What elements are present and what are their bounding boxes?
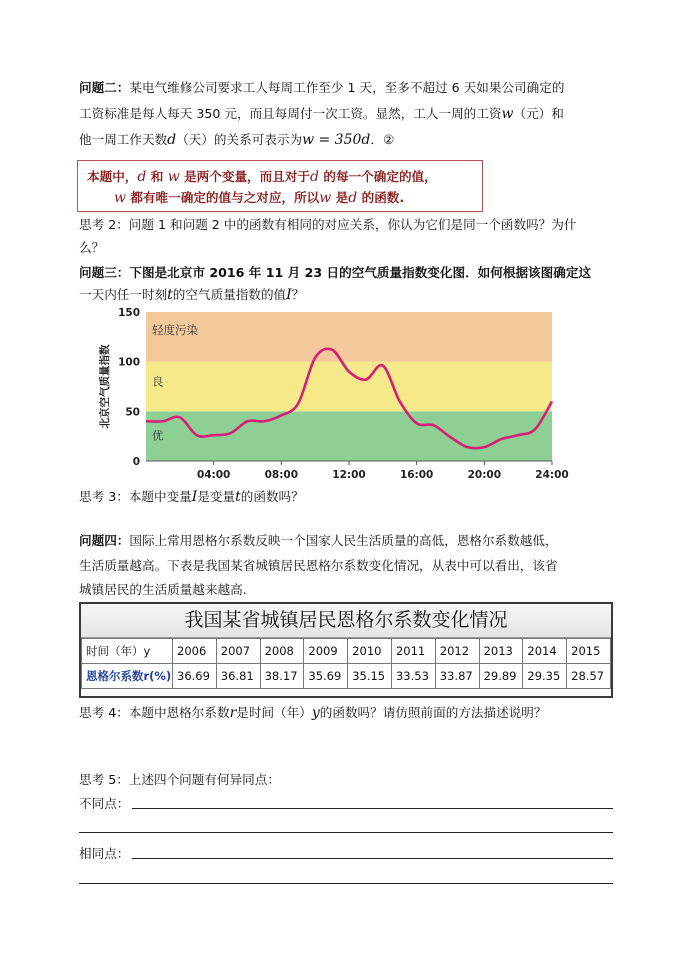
- engel-value-cell: 35.69: [304, 664, 348, 689]
- y-axis-label: 北京空气质量指数: [99, 344, 111, 429]
- engel-value-cell: 29.35: [523, 664, 567, 689]
- y-tick-label: 0: [132, 456, 140, 468]
- x-tick-label: 20:00: [467, 469, 502, 481]
- band-label: 优: [152, 428, 164, 443]
- engel-value-cell: 36.81: [216, 664, 260, 689]
- think3-line: 思考 3：本题中变量I是变量t的函数吗？: [79, 489, 304, 505]
- note-line1: 本题中，d 和 w 是两个变量，而且对于d 的每一个确定的值，: [87, 169, 437, 185]
- engel-data-table: [81, 638, 611, 689]
- year-cell: 2009: [304, 639, 348, 664]
- problem3-line1: 问题三：下图是北京市 2016 年 11 月 23 日的空气质量指数变化图．如何根据该图确定这: [79, 265, 592, 280]
- note-box: [77, 160, 483, 212]
- year-cell: 2013: [479, 639, 523, 664]
- diff-answer-line-2[interactable]: [79, 832, 613, 833]
- band-50-100: [146, 362, 552, 412]
- engel-value-cell: 38.17: [260, 664, 304, 689]
- engel-value-cell: 36.69: [173, 664, 217, 689]
- y-tick-label: 100: [118, 356, 140, 369]
- year-cell: 2012: [435, 639, 479, 664]
- think2-line2: 么？: [79, 240, 105, 255]
- y-tick-label: 50: [125, 406, 140, 419]
- band-label: 轻度污染: [152, 323, 198, 337]
- same-label: 相同点：: [79, 846, 130, 861]
- year-cell: 2008: [260, 639, 304, 664]
- diff-label: 不同点：: [79, 796, 130, 811]
- x-tick-label: 12:00: [332, 469, 366, 481]
- think4-line: 思考 4：本题中恩格尔系数r是时间（年）y的函数吗？请仿照前面的方法描述说明？: [79, 705, 547, 721]
- band-100-150: [146, 312, 552, 362]
- x-tick-label: 16:00: [399, 469, 434, 481]
- same-answer-line-1[interactable]: [132, 858, 613, 859]
- year-cell: 2015: [567, 639, 611, 664]
- table-row-years: [82, 639, 611, 664]
- problem2-line2: 工资标准是每人每天 350 元，而且每周付一次工资。显然，工人一周的工资w（元）和: [79, 106, 564, 122]
- engel-table: [79, 602, 613, 698]
- year-cell: 2011: [391, 639, 435, 664]
- x-tick-label: 24:00: [535, 469, 569, 481]
- problem4-line3: 城镇居民的生活质量越来越高.: [79, 582, 247, 597]
- row-header-engel: 恩格尔系数r(%): [82, 664, 173, 689]
- row-header-time: 时间（年）y: [82, 639, 173, 664]
- problem4-line1: 问题四：国际上常用恩格尔系数反映一个国家人民生活质量的高低，恩格尔系数越低，: [79, 533, 558, 548]
- var-d: d: [167, 132, 177, 148]
- diff-answer-line-1[interactable]: [132, 808, 613, 809]
- y-tick-label: 150: [118, 307, 140, 319]
- same-answer-line-2[interactable]: [79, 883, 613, 884]
- problem3-line2: 一天内任一时刻t的空气质量指数的值I？: [79, 287, 305, 303]
- table-row-values: [82, 664, 611, 689]
- year-cell: 2007: [216, 639, 260, 664]
- band-label: 良: [152, 374, 164, 389]
- note-line2: w 都有唯一确定的值与之对应，所以w 是d 的函数.: [114, 190, 405, 206]
- table-title: 我国某省城镇居民恩格尔系数变化情况: [81, 604, 611, 638]
- engel-value-cell: 28.57: [567, 664, 611, 689]
- x-tick-label: 08:00: [264, 469, 299, 481]
- aqi-chart: [96, 304, 573, 484]
- engel-value-cell: 29.89: [479, 664, 523, 689]
- year-cell: 2010: [348, 639, 392, 664]
- year-cell: 2014: [523, 639, 567, 664]
- think5-title: 思考 5：上述四个问题有何异同点：: [79, 772, 280, 787]
- problem2-line1: 问题二：某电气维修公司要求工人每周工作至少 1 天，至多不超过 6 天如果公司确定的: [79, 80, 565, 95]
- var-w: w: [501, 106, 514, 122]
- engel-value-cell: 33.87: [435, 664, 479, 689]
- think2-line1: 思考 2：问题 1 和问题 2 中的函数有相同的对应关系，你认为它们是同一个函数吗？为什: [79, 217, 577, 232]
- engel-value-cell: 35.15: [348, 664, 392, 689]
- x-tick-label: 04:00: [196, 469, 231, 481]
- engel-value-cell: 33.53: [391, 664, 435, 689]
- problem2-label: 问题二：: [79, 80, 130, 95]
- aqi-chart-svg: [96, 304, 573, 484]
- formula: w = 350d: [302, 132, 371, 148]
- year-cell: 2006: [173, 639, 217, 664]
- problem4-line2: 生活质量越高。下表是我国某省城镇居民恩格尔系数变化情况，从表中可以看出，该省: [79, 558, 558, 573]
- problem2-line3: 他一周工作天数d（天）的关系可表示为w = 350d．②: [79, 132, 395, 148]
